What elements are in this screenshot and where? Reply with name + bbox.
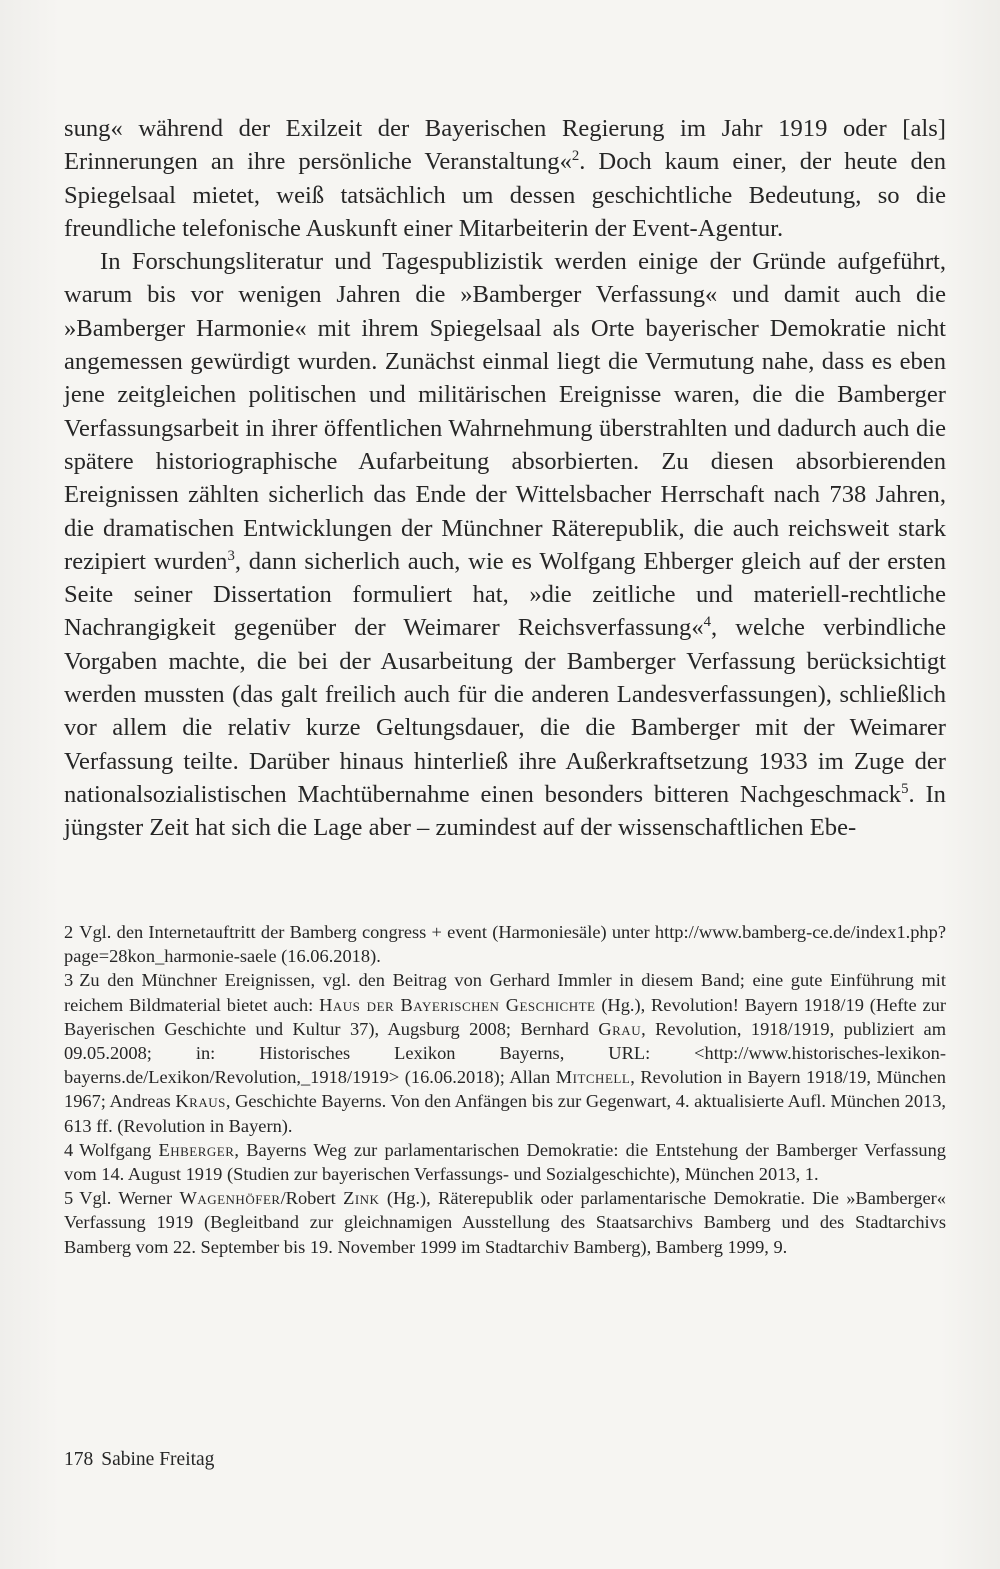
footnote-text: , Geschichte Bayerns. Von den Anfängen bis zur Gegenwart, 4. aktualisierte Aufl. München 2013, 613 ff. (Revolution in Bayern). [64, 1091, 947, 1136]
footnote-text: Zu den Münchner Ereignissen, vgl. den Beitrag von Gerhard Immler in diesem Band; eine gute Einführung mit reichem Bildmaterial bietet auch: [64, 970, 946, 1015]
page-footer [64, 1448, 214, 1472]
paragraph-1 [64, 112, 946, 245]
footnote-text: (Hg.), Revolution! Bayern 1918/19 (Hefte zur Bayerischen Geschichte und Kultur 37), Augsburg 2008; Bernhard [64, 994, 946, 1039]
paragraph-1-text-a: sung« während der Exilzeit der Bayerischen Regierung im Jahr 1919 oder [als] Erinnerungen an ihre persönliche Veranstaltung« [64, 115, 946, 176]
footnote-ref-3: 3 [227, 547, 235, 564]
author-name: Haus der Bayerischen Geschichte [319, 994, 596, 1015]
footnote-5 [64, 1186, 946, 1259]
paragraph-2-text-d: . In jüngster Zeit hat sich die Lage aber – zumindest auf der wissenschaftlichen Ebe- [64, 780, 946, 842]
author-name: Mitchell [555, 1067, 631, 1088]
footnote-text: , Bayerns Weg zur parlamentarischen Demokratie: die Entstehung der Bamberger Verfassung vom 14. August 1919 (Studien zur bayerischen Verfassungs- und Sozialgeschichte), München 2013, 1. [64, 1139, 946, 1185]
footnote-text: , Revolution in Bayern 1918/19, München 1967; Andreas [64, 1067, 946, 1112]
paragraph-2 [64, 245, 946, 844]
author-name: Wagenhöfer [179, 1188, 281, 1209]
author-name: Zink [343, 1188, 380, 1209]
footnote-number: 5 [64, 1188, 74, 1209]
footnote-number: 2 [64, 922, 74, 942]
footnote-ref-2: 2 [571, 148, 580, 165]
author-name: Grau [598, 1018, 642, 1039]
footnotes [64, 920, 946, 1259]
footnote-3 [64, 968, 946, 1137]
footnote-text: Vgl. den Internetauftritt der Bamberg congress + event (Harmoniesäle) unter http://www.bamberg-ce.de/index1.php?page=28kon_harmonie-saele (16.06.2018). [64, 922, 946, 967]
footnote-ref-4: 4 [703, 614, 712, 631]
footnote-text: (Hg.), Räterepublik oder parlamentarische Demokratie. Die »Bamberger« Verfassung 1919 (Begleitband zur gleichnamigen Ausstellung des Staatsarchivs Bamberg und des Stadtarchivs Bamberg vom 22. September bis 19. November 1999 im Stadtarchiv Bamberg), Bamberg 1999, 9. [64, 1188, 946, 1257]
paragraph-2-text-b: , dann sicherlich auch, wie es Wolfgang Ehberger gleich auf der ersten Seite seiner Dissertation formuliert hat, »die zeitliche und materiell-rechtliche Nachrangigkeit gegenüber der Weimarer Reichsverfassung« [64, 547, 946, 642]
page-number: 178 [64, 1449, 94, 1470]
paragraph-2-text-c: , welche verbindliche Vorgaben machte, die bei der Ausarbeitung der Bamberger Verfassung berücksichtigt werden mussten (das galt freilich auch für die anderen Landesverfassungen), schließlich vor allem die relativ kurze Geltungsdauer, die die Bamberger mit der Weimarer Verfassung teilte. Darüber hinaus hinterließ ihre Außerkraftsetzung 1933 im Zuge der nationalsozialistischen Machtübernahme einen besonders bitteren Nachgeschmack [64, 614, 946, 808]
footnote-text: Vgl. Werner [79, 1188, 180, 1209]
footnote-4 [64, 1138, 946, 1186]
footnote-ref-5: 5 [901, 780, 909, 797]
author-name: Kraus [175, 1091, 226, 1112]
footnote-number: 3 [64, 970, 74, 991]
footnote-2 [64, 920, 946, 968]
footnote-text: /Robert [280, 1188, 344, 1209]
footnote-text: , Revolution, 1918/1919, publiziert am 09.05.2008; in: Historisches Lexikon Bayerns, URL: <http://www.historisches-lexikon-bayerns.de/Lexikon/Revolution,_1918/1919> (16.06.2018); Allan [64, 1018, 946, 1088]
paragraph-1-text-b: . Doch kaum einer, der heute den Spiegelsaal mietet, weiß tatsächlich um dessen geschichtliche Bedeutung, so die freundliche telefonische Auskunft einer Mitarbeiterin der Event-Agentur. [64, 148, 946, 242]
footnote-text: Wolfgang [79, 1139, 159, 1160]
author-name: Ehberger [158, 1139, 235, 1160]
footnote-number: 4 [64, 1139, 74, 1160]
running-author: Sabine Freitag [101, 1449, 215, 1470]
paragraph-2-text-a: In Forschungsliteratur und Tagespublizistik werden einige der Gründe aufgeführt, warum bis vor wenigen Jahren die »Bamberger Verfassung« und damit auch die »Bamberger Harmonie« mit ihrem Spiegelsaal als Orte bayerischer Demokratie nicht angemessen gewürdigt wurden. Zunächst einmal liegt die Vermutung nahe, dass es eben jene zeitgleichen politischen und militärischen Ereignisse waren, die die Bamberger Verfassungsarbeit in ihrer öffentlichen Wahrnehmung überstrahlten und dadurch auch die spätere historiographische Aufarbeitung absorbierten. Zu diesen absorbierenden Ereignissen zählten sicherlich das Ende der Wittelsbacher Herrschaft nach 738 Jahren, die dramatischen Entwicklungen der Münchner Räterepublik, die auch reichsweit stark rezipiert wurden [64, 248, 946, 575]
main-text [64, 112, 946, 845]
